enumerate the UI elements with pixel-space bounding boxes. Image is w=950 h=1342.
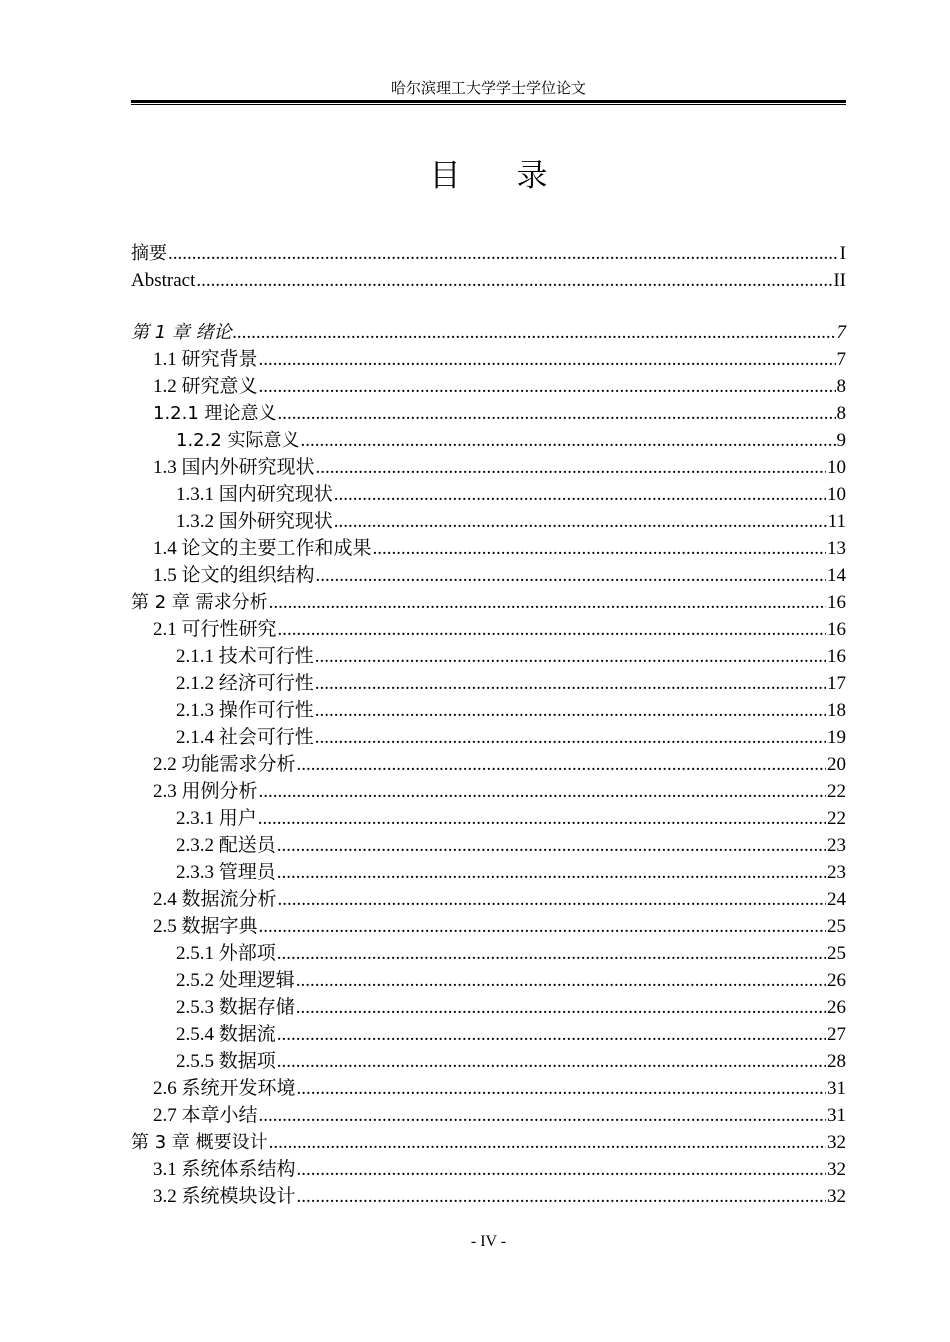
toc-entry-page: 19 <box>827 727 846 748</box>
toc-leader-dots <box>296 996 826 1020</box>
toc-leader-dots <box>278 888 826 912</box>
toc-entry-page: 18 <box>827 700 846 721</box>
toc-entry-page: 17 <box>827 673 846 694</box>
toc-entry-page: 31 <box>827 1078 846 1099</box>
toc-entry-page: 7 <box>836 322 846 343</box>
toc-entry-page: 26 <box>827 997 846 1018</box>
toc-entry[interactable] <box>131 615 846 642</box>
toc-entry-label: 1.4 论文的主要工作和成果 <box>153 538 372 559</box>
toc-leader-dots <box>277 942 826 966</box>
toc-entry-page: 10 <box>827 457 846 478</box>
toc-entry-label: 2.1.4 社会可行性 <box>176 727 314 748</box>
toc-entry[interactable] <box>131 1074 846 1101</box>
toc-entry-page: II <box>833 270 846 291</box>
toc-entry[interactable] <box>131 399 846 426</box>
toc-entry-page: 7 <box>836 349 846 370</box>
header-rule-thick <box>131 100 846 103</box>
toc-leader-dots <box>259 375 836 399</box>
toc-entry[interactable] <box>131 993 846 1020</box>
toc-entry-label: 2.3.1 用户 <box>176 808 257 829</box>
toc-entry-page: 9 <box>836 430 846 451</box>
toc-leader-dots <box>316 456 826 480</box>
toc-entry[interactable] <box>131 723 846 750</box>
toc-entry[interactable] <box>131 858 846 885</box>
toc-entry[interactable] <box>131 1182 846 1209</box>
toc-entry[interactable] <box>131 966 846 993</box>
toc-entry[interactable] <box>131 669 846 696</box>
toc-entry[interactable] <box>131 912 846 939</box>
toc-entry-page: 25 <box>827 943 846 964</box>
toc-entry-page: 26 <box>827 970 846 991</box>
toc-leader-dots <box>278 402 836 426</box>
toc-leader-dots <box>334 510 827 534</box>
toc-entry-label: 1.2.1 理论意义 <box>153 403 277 424</box>
toc-entry-page: 8 <box>836 403 846 424</box>
toc-leader-dots <box>196 269 832 293</box>
toc-leader-dots <box>259 1104 826 1128</box>
toc-entry-label: 2.7 本章小结 <box>153 1105 258 1126</box>
toc-entry-page: 16 <box>827 619 846 640</box>
toc-leader-dots <box>277 1050 826 1074</box>
toc-leader-dots <box>277 834 826 858</box>
toc-entry[interactable] <box>131 777 846 804</box>
toc-entry-page: 27 <box>827 1024 846 1045</box>
toc-entry-label: 2.1 可行性研究 <box>153 619 277 640</box>
toc-entry-label: 2.3 用例分析 <box>153 781 258 802</box>
toc-leader-dots <box>297 1185 826 1209</box>
toc-entry-page: 28 <box>827 1051 846 1072</box>
toc-entry-label: 1.2 研究意义 <box>153 376 258 397</box>
toc-leader-dots <box>373 537 826 561</box>
toc-entry-label: 2.5.1 外部项 <box>176 943 276 964</box>
toc-leader-dots <box>277 861 826 885</box>
toc-entry-label: 3.1 系统体系结构 <box>153 1159 296 1180</box>
toc-entry[interactable] <box>131 1101 846 1128</box>
toc-leader-dots <box>315 645 826 669</box>
toc-entry[interactable] <box>131 885 846 912</box>
toc-leader-dots <box>334 483 826 507</box>
toc-entry[interactable] <box>131 426 846 453</box>
toc-leader-dots <box>278 618 826 642</box>
toc-entry-label: 2.1.3 操作可行性 <box>176 700 314 721</box>
page-title-left: 目 <box>429 158 461 194</box>
toc-entry-label: 1.5 论文的组织结构 <box>153 565 315 586</box>
toc-entry-page: 13 <box>827 538 846 559</box>
running-header: 哈尔滨理工大学学士学位论文 <box>390 81 586 97</box>
toc-entry-page: 11 <box>827 511 846 532</box>
toc-entry[interactable] <box>131 1128 846 1155</box>
toc-entry[interactable] <box>131 318 846 345</box>
toc-entry[interactable] <box>131 939 846 966</box>
toc-leader-dots <box>277 1023 826 1047</box>
toc-entry-label: 1.3.1 国内研究现状 <box>176 484 333 505</box>
toc-leader-dots <box>315 672 826 696</box>
toc-leader-dots <box>297 753 826 777</box>
toc-entry[interactable] <box>131 750 846 777</box>
toc-leader-dots <box>315 699 826 723</box>
toc-entry[interactable] <box>131 480 846 507</box>
toc-entry[interactable] <box>131 831 846 858</box>
toc-entry-page: 23 <box>827 862 846 883</box>
toc-entry-label: 第 3 章 概要设计 <box>131 1132 268 1153</box>
toc-leader-dots <box>258 807 826 831</box>
toc-entry-label: 第 2 章 需求分析 <box>131 592 268 613</box>
toc-leader-dots <box>233 321 836 345</box>
toc-entry-label: 2.5.4 数据流 <box>176 1024 276 1045</box>
toc-entry-page: 16 <box>827 646 846 667</box>
toc-entry-page: 10 <box>827 484 846 505</box>
toc-entry-page: 32 <box>827 1132 846 1153</box>
toc-entry-label: 摘要 <box>131 243 167 264</box>
page-title <box>131 156 846 196</box>
toc-entry[interactable] <box>131 345 846 372</box>
toc-entry[interactable] <box>131 507 846 534</box>
toc-entry-label: 2.2 功能需求分析 <box>153 754 296 775</box>
header-rule-thin <box>131 104 846 105</box>
toc-entry[interactable] <box>131 642 846 669</box>
toc-leader-dots <box>168 242 839 266</box>
toc-entry[interactable] <box>131 804 846 831</box>
toc-entry-label: 2.1.1 技术可行性 <box>176 646 314 667</box>
toc-entry[interactable] <box>131 696 846 723</box>
toc-entry-label: 2.5.3 数据存储 <box>176 997 295 1018</box>
toc-entry-page: 31 <box>827 1105 846 1126</box>
toc-leader-dots <box>297 1077 826 1101</box>
page-footer: - IV - <box>470 1233 507 1250</box>
toc-entry-label: 2.3.2 配送员 <box>176 835 276 856</box>
toc-entry[interactable] <box>131 1155 846 1182</box>
toc-entry-page: 14 <box>827 565 846 586</box>
toc-entry[interactable] <box>131 372 846 399</box>
toc-entry-label: 1.1 研究背景 <box>153 349 258 370</box>
toc-entry-page: 16 <box>827 592 846 613</box>
toc-entry-page: 32 <box>827 1159 846 1180</box>
toc-entry-label: Abstract <box>131 270 196 291</box>
toc-entry[interactable] <box>131 453 846 480</box>
toc-leader-dots <box>259 348 836 372</box>
toc-leader-dots <box>315 726 826 750</box>
toc-entry-label: 1.3.2 国外研究现状 <box>176 511 333 532</box>
toc-entry-label: 2.4 数据流分析 <box>153 889 277 910</box>
toc-entry[interactable] <box>131 534 846 561</box>
toc-entry[interactable] <box>131 266 846 293</box>
toc-entry-label: 2.5 数据字典 <box>153 916 258 937</box>
toc-leader-dots <box>316 564 826 588</box>
toc-leader-dots <box>301 429 836 453</box>
toc-entry-label: 2.6 系统开发环境 <box>153 1078 296 1099</box>
toc-entry-page: I <box>839 243 846 264</box>
toc-entry-page: 25 <box>827 916 846 937</box>
toc-entry-page: 32 <box>827 1186 846 1207</box>
toc-entry-label: 2.1.2 经济可行性 <box>176 673 314 694</box>
toc-leader-dots <box>259 915 826 939</box>
toc-entry[interactable] <box>131 1047 846 1074</box>
toc-entry-label: 1.2.2 实际意义 <box>176 430 300 451</box>
toc-entry-page: 22 <box>827 808 846 829</box>
toc-leader-dots <box>269 1131 826 1155</box>
toc-entry-label: 2.5.5 数据项 <box>176 1051 276 1072</box>
toc-leader-dots <box>296 969 826 993</box>
toc-entry-page: 20 <box>827 754 846 775</box>
toc-entry-page: 8 <box>836 376 846 397</box>
toc-entry[interactable] <box>131 1020 846 1047</box>
toc-entry-label: 3.2 系统模块设计 <box>153 1186 296 1207</box>
toc-leader-dots <box>297 1158 826 1182</box>
page-title-right: 录 <box>516 158 548 194</box>
toc-entry-label: 第 1 章 绪论 <box>131 322 232 343</box>
toc-leader-dots <box>269 591 826 615</box>
toc-entry-label: 2.3.3 管理员 <box>176 862 276 883</box>
toc-entry-page: 23 <box>827 835 846 856</box>
toc-entry[interactable] <box>131 561 846 588</box>
toc-entry-page: 24 <box>827 889 846 910</box>
toc-entry-label: 1.3 国内外研究现状 <box>153 457 315 478</box>
toc-entry[interactable] <box>131 239 846 266</box>
toc-entry-page: 22 <box>827 781 846 802</box>
toc-entry[interactable] <box>131 588 846 615</box>
toc-leader-dots <box>259 780 826 804</box>
toc-entry-label: 2.5.2 处理逻辑 <box>176 970 295 991</box>
